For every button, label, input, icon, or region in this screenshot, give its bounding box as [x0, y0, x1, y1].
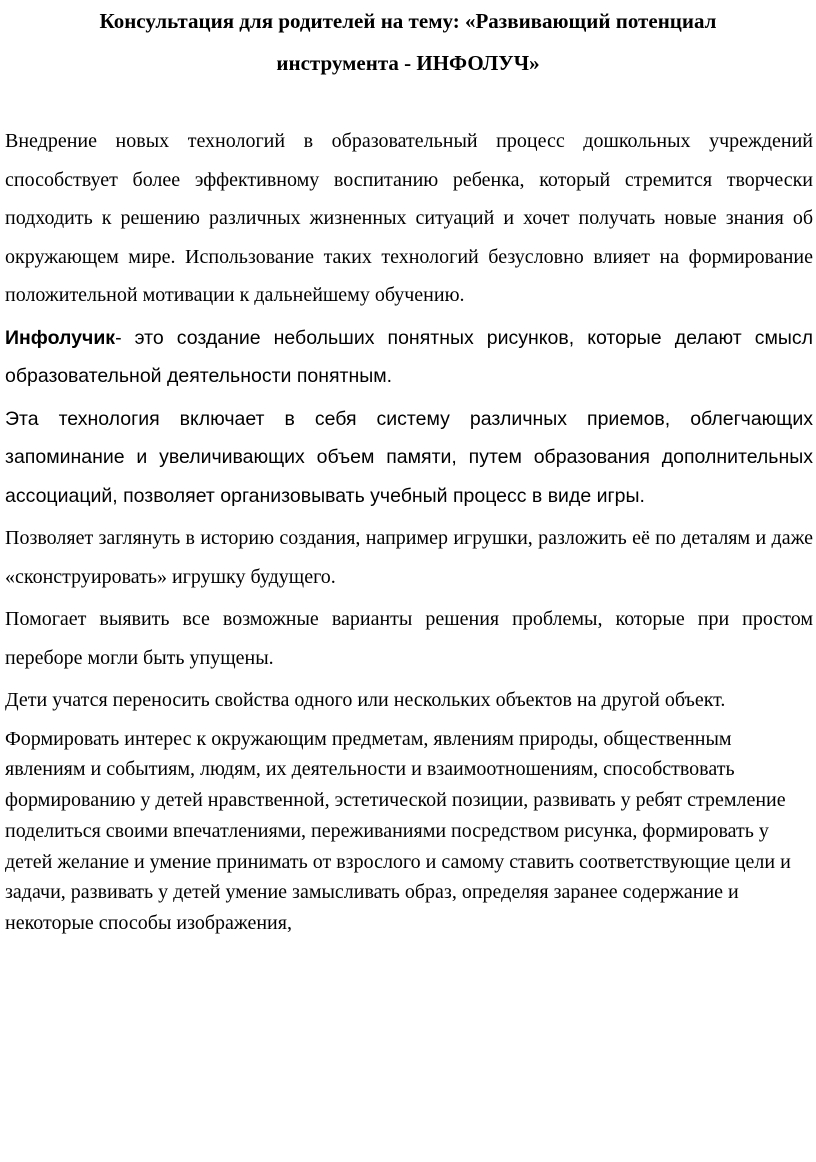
- title-line-1: Консультация для родителей на тему: «Развивающий потенциал: [99, 9, 717, 33]
- paragraph-goals: Формировать интерес к окружающим предметам, явлениям природы, общественным явлениям и событиям, людям, их деятельности и взаимоотношениям, способствовать формированию у детей нравственной, эстетической позиции, развивать у ребят стремление поделиться своими впечатлениями, переживаниями посредством рисунка, формировать у детей желание и умение принимать от взрослого и самому ставить соответствующие цели и задачи, развивать у детей умение замысливать образ, определяя заранее содержание и некоторые способы изображения,: [5, 727, 791, 935]
- paragraph-definition: [5, 319, 813, 396]
- paragraph-solutions: Помогает выявить все возможные варианты решения проблемы, которые при простом переборе могли быть упущены.: [5, 608, 813, 669]
- title-line-2: инструмента - ИНФОЛУЧ»: [276, 51, 540, 75]
- definition-text: - это создание небольших понятных рисунков, которые делают смысл образовательной деятельности понятным.: [5, 326, 813, 387]
- paragraph-intro: Внедрение новых технологий в образовательный процесс дошкольных учреждений способствует более эффективному воспитанию ребенка, который стремится творчески подходить к решению различных жизненных ситуаций и хочет получать новые знания об окружающем мире. Использование таких технологий безусловно влияет на формирование положительной мотивации к дальнейшему обучению.: [5, 130, 813, 306]
- paragraph-properties: Дети учатся переносить свойства одного или нескольких объектов на другой объект.: [5, 689, 726, 711]
- paragraph-technology: Эта технология включает в себя систему различных приемов, облегчающих запоминание и увеличивающих объем памяти, путем образования дополнительных ассоциаций, позволяет организовывать учебный процесс в виде игры.: [5, 407, 813, 507]
- paragraph-history: Позволяет заглянуть в историю создания, например игрушки, разложить её по деталям и даже «сконструировать» игрушку будущего.: [5, 527, 813, 588]
- document-title: [0, 0, 816, 84]
- document-body: [5, 122, 813, 943]
- term-infoluchik: Инфолучик: [5, 326, 116, 349]
